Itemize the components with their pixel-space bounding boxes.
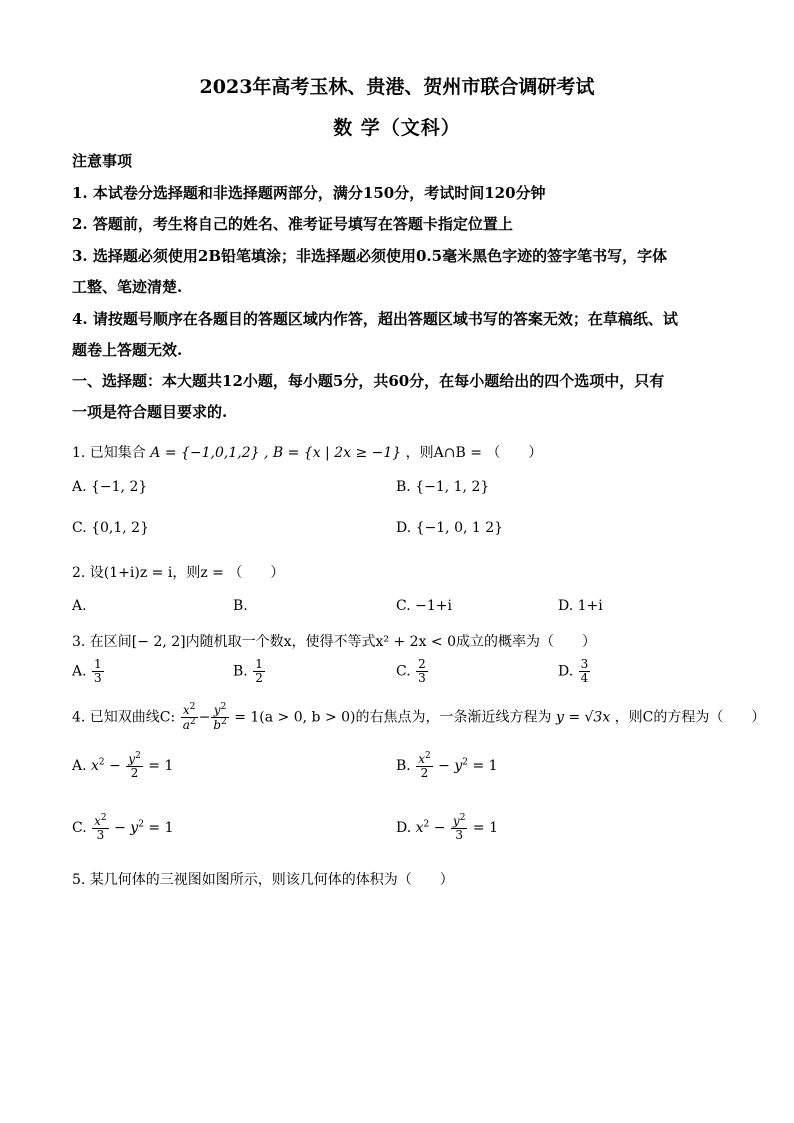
q3-d-label: D. bbox=[558, 663, 574, 680]
question-1 bbox=[72, 442, 542, 462]
q1-option-c[interactable]: C. {0,1, 2} bbox=[72, 520, 149, 536]
q1-option-a[interactable]: A. {−1, 2} bbox=[72, 479, 148, 495]
q3-option-d[interactable] bbox=[558, 658, 591, 685]
exam-title: 2023年高考玉林、贵港、贺州市联合调研考试 bbox=[199, 76, 595, 98]
q4-frac-y: $\frac{y^2}{b^2}$ bbox=[213, 702, 227, 733]
q3-b-label: B. bbox=[233, 663, 248, 680]
q1-option-b[interactable]: B. {−1, 1, 2} bbox=[396, 479, 490, 495]
q4-a-label: A. bbox=[72, 758, 87, 775]
q4-option-a[interactable]: A. $x^2$ − $\frac{y^2}{2}$ = 1 bbox=[72, 751, 174, 781]
q1-sets: A = {−1,0,1,2} , B = {x | 2x ≥ −1} bbox=[150, 445, 402, 461]
q4-d-label: D. bbox=[396, 820, 412, 837]
q3-c-label: C. bbox=[396, 663, 411, 680]
q2-option-c[interactable]: C. −1+i bbox=[396, 598, 452, 614]
q4-b-label: B. bbox=[396, 758, 411, 775]
note-item-3: 3. 选择题必须使用2B铅笔填涂；非选择题必须使用0.5毫米黑色字迹的签字笔书写，字体 bbox=[72, 247, 668, 265]
q1-option-d[interactable]: D. {−1, 0, 1 2} bbox=[396, 520, 504, 536]
q3-d-fraction: $\frac{3}{4}$ bbox=[580, 657, 589, 686]
q4-condition: = 1(a > 0, b > 0)的右焦点为，一条渐近线方程为 bbox=[234, 709, 552, 726]
note-item-4-cont: 题卷上答题无效. bbox=[72, 341, 183, 359]
q3-option-b[interactable] bbox=[233, 658, 266, 685]
question-2: 2. 设(1+i)z = i，则z = （ ） bbox=[72, 565, 285, 581]
q3-a-label: A. bbox=[72, 663, 87, 680]
q4-frac-x: $\frac{x^2}{a^2}$ bbox=[182, 702, 196, 733]
q1-suffix: ，则A∩B = （ ） bbox=[405, 445, 543, 461]
q4-c-label: C. bbox=[72, 820, 87, 837]
q3-a-fraction: $\frac{1}{3}$ bbox=[94, 657, 102, 686]
q4-asymptote: y = √3x bbox=[555, 709, 611, 726]
q2-option-b[interactable]: B. bbox=[233, 598, 248, 614]
q1-prefix: 1. 已知集合 bbox=[72, 445, 146, 461]
q4-prefix: 4. 已知双曲线C: bbox=[72, 709, 176, 726]
q3-option-a[interactable] bbox=[72, 658, 105, 685]
notes-heading: 注意事项 bbox=[72, 152, 133, 170]
note-item-2: 2. 答题前，考生将自己的姓名、准考证号填写在答题卡指定位置上 bbox=[72, 215, 513, 233]
q3-c-fraction: $\frac{2}{3}$ bbox=[418, 657, 426, 686]
note-item-4: 4. 请按题号顺序在各题目的答题区域内作答，超出答题区域书写的答案无效；在草稿纸、试 bbox=[72, 310, 678, 328]
q3-option-c[interactable] bbox=[396, 658, 429, 685]
section-heading-cont: 一项是符合题目要求的. bbox=[72, 403, 228, 421]
question-4: 4. 已知双曲线C: $\frac{x^2}{a^2}$ − $\frac{y^2}{b^2}$ = 1(a > 0, b > 0)的右焦点为，一条渐近线方程为 y = √3x ，则C的方程为（ ） bbox=[72, 702, 766, 733]
q2-option-d[interactable]: D. 1+i bbox=[558, 598, 603, 614]
section-heading: 一、选择题：本大题共12小题，每小题5分，共60分，在每小题给出的四个选项中，只有 bbox=[72, 372, 665, 390]
question-5: 5. 某几何体的三视图如图所示，则该几何体的体积为（ ） bbox=[72, 872, 454, 888]
q4-option-d[interactable]: D. $x^2$ − $\frac{y^2}{3}$ = 1 bbox=[396, 813, 498, 843]
q4-suffix: ，则C的方程为（ ） bbox=[614, 709, 766, 726]
note-item-1: 1. 本试卷分选择题和非选择题两部分，满分150分，考试时间120分钟 bbox=[72, 184, 546, 202]
exam-subject: 数 学（文科） bbox=[333, 117, 461, 139]
q4-option-b[interactable]: B. $\frac{x^2}{2}$ − $y^2 = 1$ bbox=[396, 751, 498, 781]
question-3: 3. 在区间[− 2, 2]内随机取一个数x，使得不等式x² + 2x < 0成立的概率为（ ） bbox=[72, 634, 597, 650]
q3-b-fraction: $\frac{1}{2}$ bbox=[255, 657, 263, 686]
note-item-3-cont: 工整、笔迹清楚. bbox=[72, 278, 183, 296]
q2-option-a[interactable]: A. bbox=[72, 598, 87, 614]
q4-option-c[interactable]: C. $\frac{x^2}{3}$ − $y^2 = 1$ bbox=[72, 813, 174, 843]
